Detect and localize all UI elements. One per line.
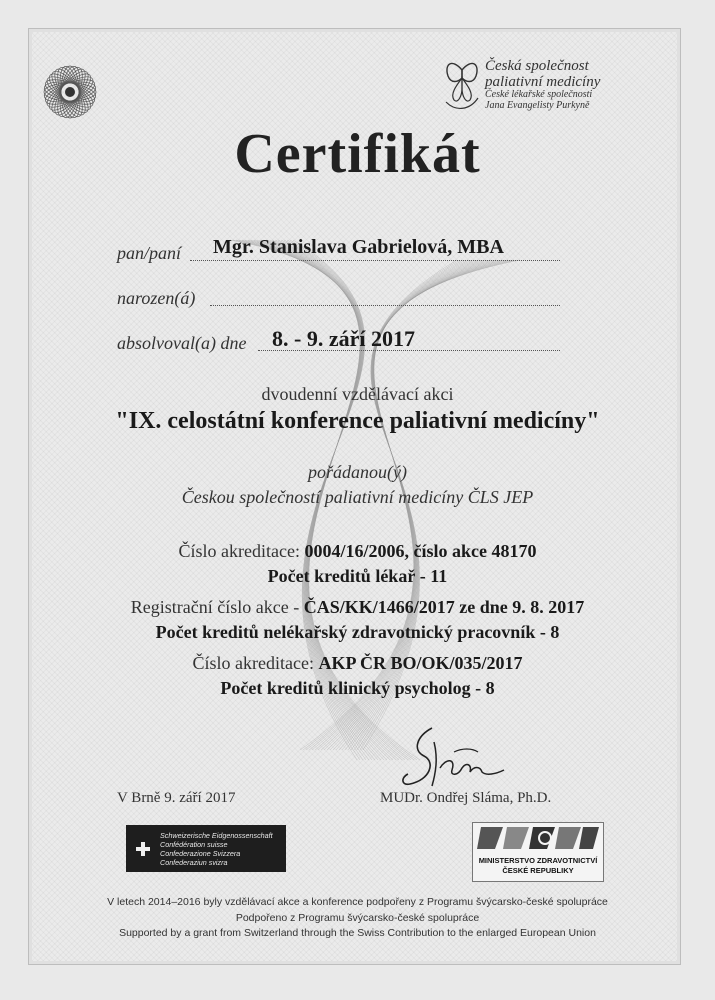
swiss-line-3: Confederazione Svizzera (160, 848, 241, 858)
accreditation-1-label: Číslo akreditace: (178, 541, 300, 561)
society-name-line1: Česká společnost (485, 58, 589, 74)
place-date: V Brně 9. září 2017 (117, 790, 236, 806)
organizer-name: Českou společností paliativní medicíny ČLS JEP (181, 487, 534, 507)
accreditation-2-value: AKP ČR BO/OK/035/2017 (318, 653, 523, 673)
society-name-line4: Jana Evangelisty Purkyně (485, 100, 590, 112)
name-label: pan/paní (117, 243, 182, 263)
registration-number (0, 597, 715, 618)
registration-value: ČAS/KK/1466/2017 ze dne 9. 8. 2017 (303, 597, 585, 617)
credits-nurse: Počet kreditů nelékařský zdravotnický pracovník - 8 (155, 622, 560, 642)
ministry-of-health-logo (472, 822, 604, 882)
completed-label: absolvoval(a) dne (117, 333, 247, 353)
swiss-logo-text (160, 831, 273, 867)
accreditation-1 (0, 541, 715, 562)
accreditation-2 (0, 653, 715, 674)
certificate-title: Certifikát (234, 123, 481, 185)
handwritten-signature (392, 722, 527, 792)
credits-doctor: Počet kreditů lékař - 11 (267, 566, 448, 586)
accreditation-2-label: Číslo akreditace: (192, 653, 314, 673)
society-name-line2: paliativní medicíny (485, 74, 601, 91)
rosette-ornament (42, 64, 97, 119)
signer-name: MUDr. Ondřej Sláma, Ph.D. (380, 790, 552, 806)
ministry-emblem-icon (473, 823, 603, 855)
name-dotted-line (190, 260, 560, 261)
swiss-flag-icon (126, 825, 160, 872)
ministry-line-1: MINISTERSTVO ZDRAVOTNICTVÍ (478, 856, 598, 865)
swiss-line-2: Confédération suisse (160, 839, 228, 849)
butterfly-logo-icon (442, 56, 482, 114)
born-label: narozen(á) (117, 288, 196, 308)
ministry-line-2: ČESKÉ REPUBLIKY (502, 866, 574, 875)
event-intro: dvoudenní vzdělávací akci (261, 384, 454, 404)
accreditation-1-value: 0004/16/2006, číslo akce 48170 (304, 541, 537, 561)
swiss-line-1: Schweizerische Eidgenossenschaft (160, 830, 273, 840)
registration-label: Registrační číslo akce - (130, 597, 300, 617)
organized-label: pořádanou(ý) (308, 462, 407, 482)
born-dotted-line (210, 305, 560, 306)
society-name-line3: České lékařské společnosti (485, 89, 593, 101)
name-value: Mgr. Stanislava Gabrielová, MBA (213, 236, 504, 258)
footer-line-2: Podpořeno z Programu švýcarsko-české spolupráce (235, 912, 480, 924)
society-logo-text (485, 58, 600, 112)
credits-psychologist: Počet kreditů klinický psycholog - 8 (220, 678, 495, 698)
completed-value: 8. - 9. září 2017 (272, 326, 415, 351)
swiss-line-4: Confederaziun svizra (160, 857, 228, 867)
footer-line-3: Supported by a grant from Switzerland through the Swiss Contribution to the enlarged European Union (119, 927, 596, 939)
swiss-confederation-logo (126, 825, 286, 872)
footer-line-1: V letech 2014–2016 byly vzdělávací akce a konference podpořeny z Programu švýcarsko-české spolupráce (107, 896, 608, 908)
ministry-logo-text (473, 856, 603, 876)
event-name: "IX. celostátní konference paliativní medicíny" (115, 408, 600, 434)
